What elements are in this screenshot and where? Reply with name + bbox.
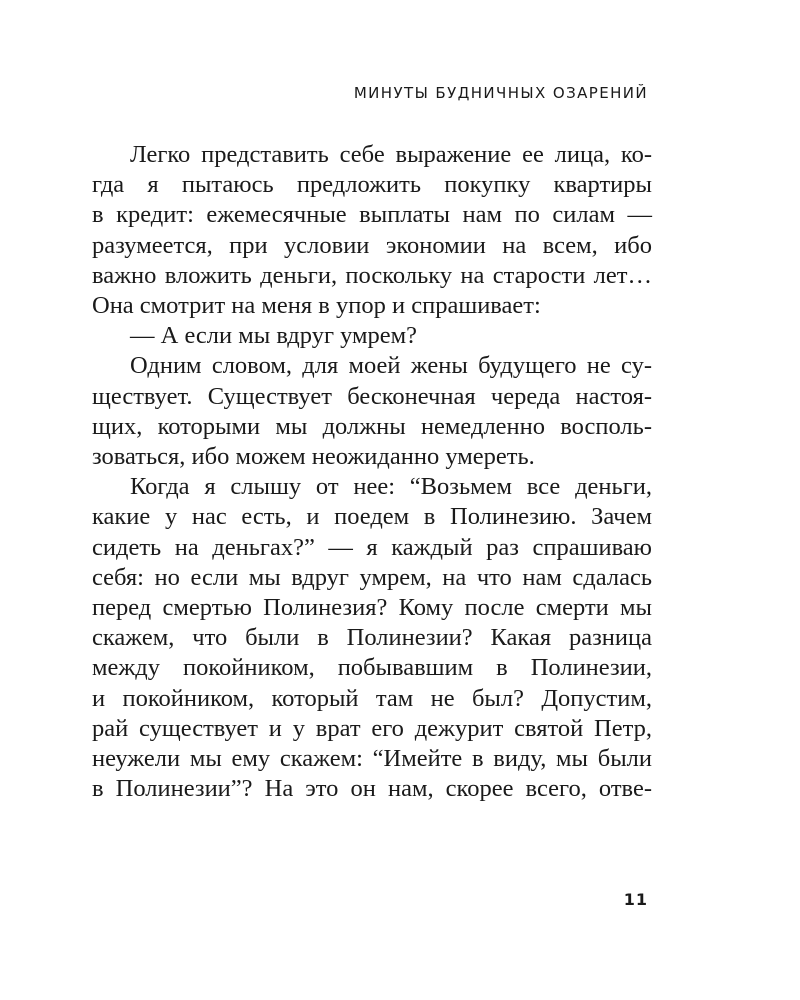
text-line: скажем, что были в Полинезии? Какая разница: [92, 624, 652, 652]
text-line: Легко представить себе выражение ее лица, ко-: [130, 141, 652, 168]
text-line: щих, которыми мы должны немедленно восполь-: [92, 412, 652, 440]
text-line: между покойником, побывавшим в Полинезии,: [92, 654, 652, 682]
text-line: разумеется, при условии экономии на всем, ибо: [92, 231, 652, 259]
text-line: Одним словом, для моей жены будущего не су-: [130, 352, 652, 380]
text-line: гда я пытаюсь предложить покупку квартиры: [92, 171, 652, 199]
text-line: себя: но если мы вдруг умрем, на что нам сдалась: [92, 563, 652, 591]
text-line: перед смертью Полинезия? Кому после смерти мы: [92, 594, 652, 622]
text-line: Когда я слышу от нее: “Возьмем все деньги,: [130, 473, 652, 501]
text-line: — А если мы вдруг умрем?: [130, 322, 418, 350]
text-line: зоваться, ибо можем неожиданно умереть.: [92, 443, 535, 471]
page-number: 11: [623, 890, 648, 909]
text-line: сидеть на деньгах?” — я каждый раз спрашиваю: [92, 533, 652, 561]
text-line: в кредит: ежемесячные выплаты нам по силам —: [92, 201, 652, 229]
text-line: ществует. Существует бесконечная череда настоя-: [92, 382, 652, 410]
body-text: [92, 140, 652, 804]
text-line: и покойником, который там не был? Допустим,: [92, 684, 652, 712]
text-line: какие у нас есть, и поедем в Полинезию. Зачем: [92, 503, 652, 531]
text-line: рай существует и у врат его дежурит святой Петр,: [92, 714, 652, 742]
text-line: в Полинезии”? На это он нам, скорее всего, отве-: [92, 775, 652, 803]
text-line: Она смотрит на меня в упор и спрашивает:: [92, 292, 541, 320]
text-line: важно вложить деньги, поскольку на старости лет…: [92, 261, 652, 289]
text-line: неужели мы ему скажем: “Имейте в виду, мы были: [92, 745, 652, 773]
running-head: МИНУТЫ БУДНИЧНЫХ ОЗАРЕНИЙ: [353, 84, 648, 102]
